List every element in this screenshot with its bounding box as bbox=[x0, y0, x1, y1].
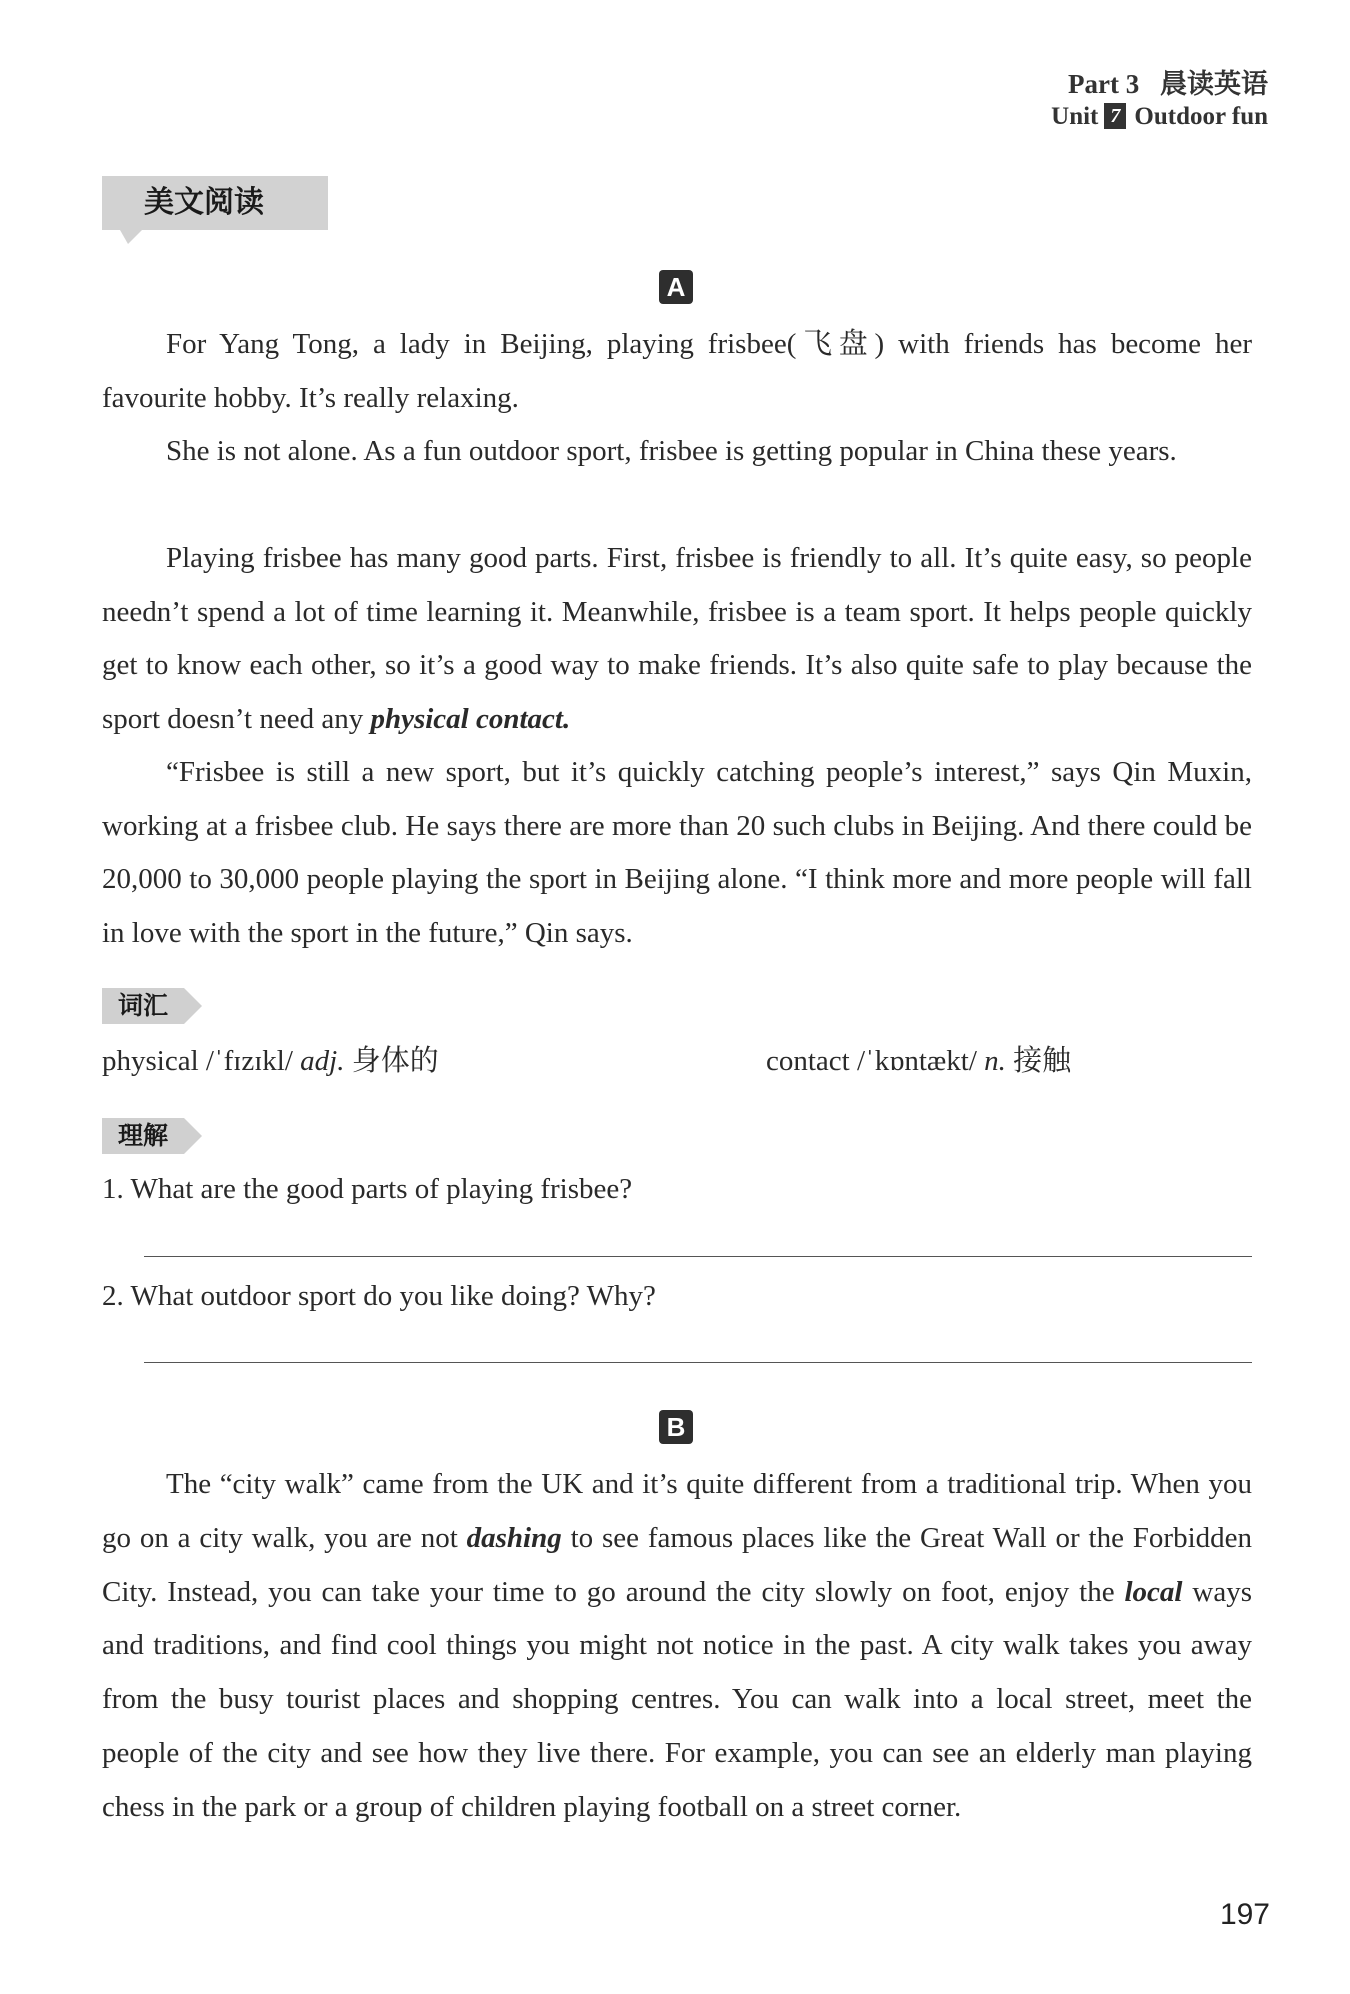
comprehension-label: 理解 bbox=[102, 1118, 184, 1154]
passage-b-text-1: The “city walk” came from the UK and it’s quite different from a traditional trip. When you go on a city walk, you are not bbox=[102, 1468, 1252, 1554]
vocab-pos: adj. bbox=[300, 1045, 345, 1077]
header-unit bbox=[1051, 103, 1268, 131]
passage-a-text-3: Playing frisbee has many good parts. First, frisbee is friendly to all. It’s quite easy, so people needn’t spend a lot of time learning it. Meanwhile, frisbee is a team sport. It helps people quickly get to know each other, so it’s a good way to make friends. It’s also quite safe to play because the sport doesn’t need any bbox=[102, 542, 1252, 735]
header-unit-label: Unit bbox=[1051, 103, 1099, 130]
passage-a-paragraph-4 bbox=[102, 746, 1252, 960]
passage-b-text-2: to see famous places like the Great Wall or the Forbidden City. Instead, you can take your time to go around the city slowly on foot, enjoy the bbox=[102, 1521, 1253, 1608]
vocab-ipa: /ˈfɪzɪkl/ bbox=[205, 1045, 293, 1077]
keyword-dashing: dashing bbox=[466, 1521, 562, 1554]
vocab-label: 词汇 bbox=[102, 988, 184, 1024]
keyword-local: local bbox=[1124, 1575, 1183, 1608]
question-2: 2. What outdoor sport do you like doing? Why? bbox=[102, 1280, 656, 1312]
passage-a-paragraph-2 bbox=[102, 425, 1252, 479]
keyword-physical-contact: physical contact. bbox=[370, 702, 571, 735]
vocab-item-physical bbox=[102, 1038, 439, 1079]
vocab-meaning: 接触 bbox=[1013, 1043, 1072, 1077]
passage-b-text-3: ways and traditions, and find cool things you might not notice in the past. A city walk takes you away from the busy tourist places and shopping centres. You can walk into a local street, meet the people of the city and see how they live there. For example, you can see an elderly man playing chess in the park or a group of children playing football on a street corner. bbox=[102, 1575, 1252, 1823]
vocab-word: contact bbox=[766, 1045, 850, 1077]
passage-a-paragraph-3 bbox=[102, 532, 1252, 746]
header-part-cn: 晨读英语 bbox=[1160, 69, 1268, 100]
header-part bbox=[1068, 62, 1268, 101]
question-1: 1. What are the good parts of playing frisbee? bbox=[102, 1173, 633, 1205]
page-number: 197 bbox=[1219, 1898, 1270, 1931]
vocab-meaning: 身体的 bbox=[351, 1043, 439, 1077]
answer-line-1[interactable] bbox=[144, 1256, 1252, 1257]
passage-a-text-2: She is not alone. As a fun outdoor sport, frisbee is getting popular in China these years. bbox=[166, 435, 1177, 467]
vocab-pos: n. bbox=[984, 1045, 1006, 1077]
passage-a-text-4: “Frisbee is still a new sport, but it’s quickly catching people’s interest,” says Qin Muxin, working at a frisbee club. He says there are more than 20 such clubs in Beijing. And there could be 20,000 to 30,000 people playing the sport in Beijing alone. “I think more and more people will fall in love with the sport in the future,” Qin says. bbox=[102, 756, 1252, 949]
answer-line-2[interactable] bbox=[144, 1362, 1252, 1363]
header-unit-title: Outdoor fun bbox=[1134, 103, 1268, 130]
passage-a-paragraph-1 bbox=[102, 318, 1252, 425]
vocab-word: physical bbox=[102, 1045, 199, 1077]
vocab-item-contact bbox=[766, 1038, 1071, 1079]
passage-a-text-1: For Yang Tong, a lady in Beijing, playing frisbee(飞盘) with friends has become her favourite hobby. It’s really relaxing. bbox=[102, 328, 1252, 414]
header-part-label: Part 3 bbox=[1068, 69, 1140, 99]
vocab-ipa: /ˈkɒntækt/ bbox=[856, 1045, 977, 1077]
section-label: 美文阅读 bbox=[102, 176, 328, 230]
passage-b-badge: B bbox=[659, 1410, 693, 1444]
passage-b-paragraph bbox=[102, 1458, 1252, 1835]
passage-a-badge: A bbox=[659, 270, 693, 304]
unit-number-badge: 7 bbox=[1104, 103, 1126, 129]
